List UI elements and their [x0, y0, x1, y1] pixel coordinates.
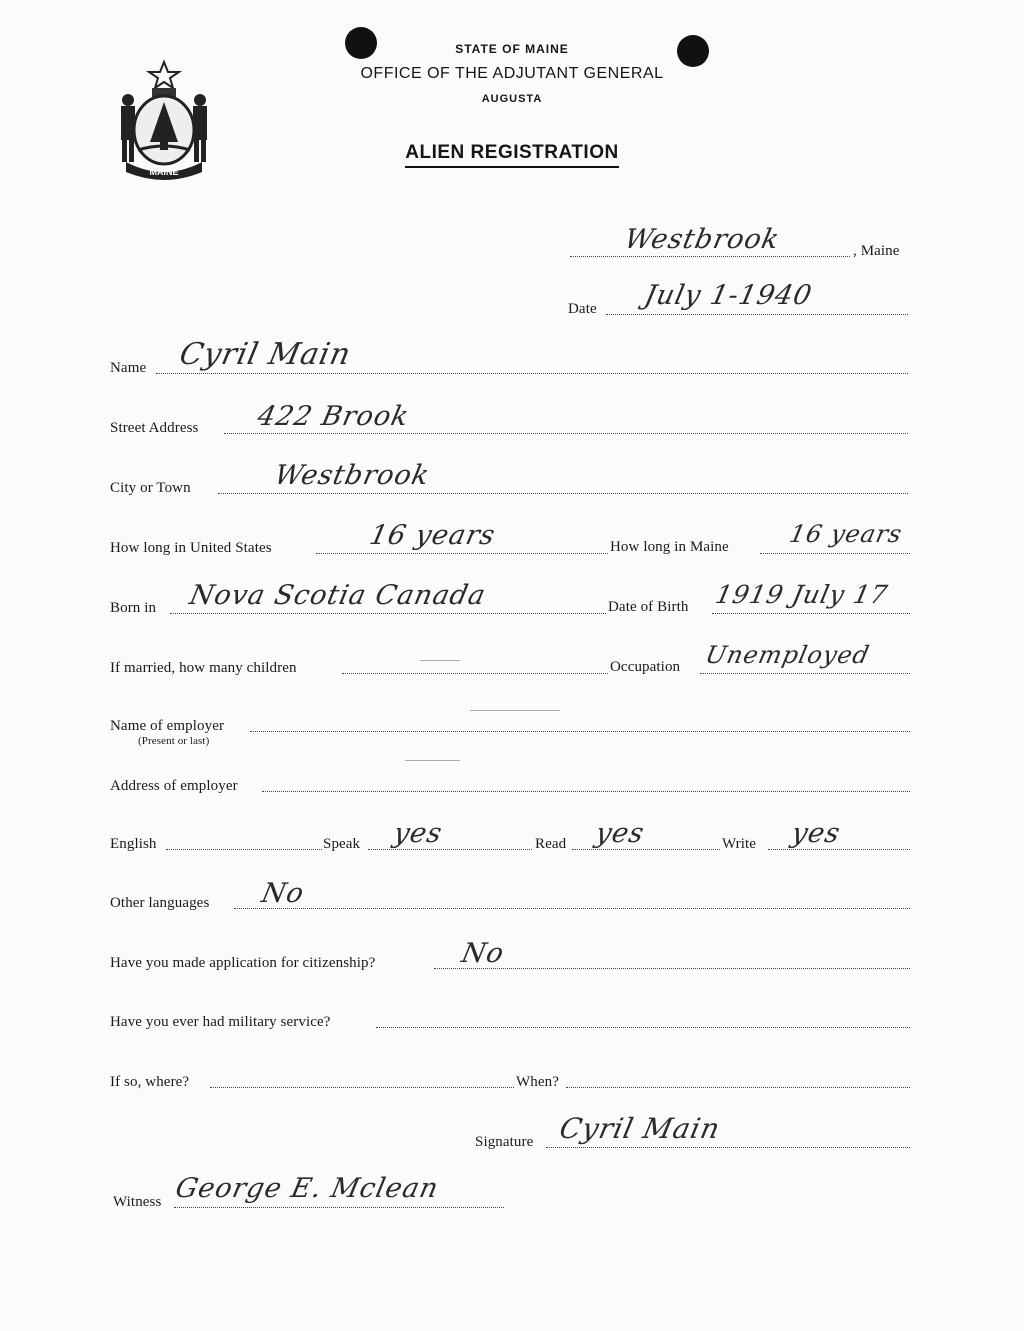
- maine-suffix-label: , Maine: [853, 243, 900, 259]
- write-line: [768, 849, 910, 850]
- header-office: OFFICE OF THE ADJUTANT GENERAL: [360, 65, 664, 82]
- when-label: When?: [516, 1074, 559, 1090]
- employer-name-line: [250, 731, 910, 732]
- signature-line: [546, 1147, 910, 1148]
- where-line: [210, 1087, 514, 1088]
- employer-address-label: Address of employer: [110, 778, 238, 794]
- how-long-us-label: How long in United States: [110, 540, 272, 556]
- name-value: Cyril Main: [176, 337, 355, 372]
- where-label: If so, where?: [110, 1074, 190, 1090]
- born-in-value: Nova Scotia Canada: [186, 580, 489, 611]
- signature-label: Signature: [475, 1134, 534, 1150]
- place-line: [570, 256, 850, 257]
- other-languages-line: [234, 908, 910, 909]
- speak-value: yes: [390, 818, 446, 849]
- how-long-maine-line: [760, 553, 910, 554]
- street-label: Street Address: [110, 420, 199, 436]
- occupation-line: [700, 673, 910, 674]
- other-languages-value: No: [258, 878, 308, 909]
- name-label: Name: [110, 360, 147, 376]
- english-line: [166, 849, 322, 850]
- date-label: Date: [568, 301, 597, 317]
- date-of-birth-label: Date of Birth: [608, 599, 689, 615]
- born-in-line: [170, 613, 606, 614]
- children-label: If married, how many children: [110, 660, 297, 676]
- speak-label: Speak: [323, 836, 361, 852]
- form-title: [0, 142, 1024, 164]
- date-of-birth-value: 1919 July 17: [712, 580, 891, 609]
- header-state: STATE OF MAINE: [455, 42, 569, 56]
- military-label: Have you ever had military service?: [110, 1014, 331, 1030]
- citizenship-label: Have you made application for citizenship?: [110, 955, 376, 971]
- how-long-us-line: [316, 553, 608, 554]
- street-value: 422 Brook: [254, 401, 413, 432]
- witness-value: George E. Mclean: [172, 1173, 442, 1204]
- how-long-maine-label: How long in Maine: [610, 539, 729, 555]
- employer-address-line: [262, 791, 910, 792]
- employer-note-label: (Present or last): [138, 735, 210, 747]
- signature-value: Cyril Main: [556, 1112, 724, 1145]
- children-blank-mark: [420, 660, 460, 661]
- write-value: yes: [788, 818, 844, 849]
- read-value: yes: [592, 818, 648, 849]
- name-line: [156, 373, 908, 374]
- citizenship-value: No: [458, 938, 508, 969]
- read-line: [572, 849, 720, 850]
- military-line: [376, 1027, 910, 1028]
- date-value: July 1-1940: [641, 280, 815, 311]
- city-line: [218, 493, 908, 494]
- employer-name-blank-mark: [470, 710, 560, 711]
- street-line: [224, 433, 908, 434]
- form-title-text: ALIEN REGISTRATION: [405, 142, 618, 168]
- how-long-us-value: 16 years: [366, 520, 499, 551]
- date-of-birth-line: [712, 613, 910, 614]
- place-value: Westbrook: [621, 224, 783, 255]
- write-label: Write: [722, 836, 757, 852]
- speak-line: [368, 849, 532, 850]
- employer-address-blank-mark: [405, 760, 460, 761]
- how-long-maine-value: 16 years: [787, 520, 906, 548]
- header-city: AUGUSTA: [481, 93, 543, 105]
- witness-label: Witness: [113, 1194, 162, 1210]
- occupation-value: Unemployed: [703, 641, 873, 669]
- employer-name-label: Name of employer: [110, 718, 225, 734]
- occupation-label: Occupation: [610, 659, 681, 675]
- city-label: City or Town: [110, 480, 191, 496]
- date-line: [606, 314, 908, 315]
- born-in-label: Born in: [110, 600, 157, 616]
- city-value: Westbrook: [271, 460, 433, 491]
- read-label: Read: [535, 836, 567, 852]
- english-label: English: [110, 836, 157, 852]
- children-line: [342, 673, 608, 674]
- seal-banner-text: MAINE: [149, 167, 179, 177]
- other-languages-label: Other languages: [110, 895, 210, 911]
- citizenship-line: [434, 968, 910, 969]
- witness-line: [174, 1207, 504, 1208]
- when-line: [566, 1087, 910, 1088]
